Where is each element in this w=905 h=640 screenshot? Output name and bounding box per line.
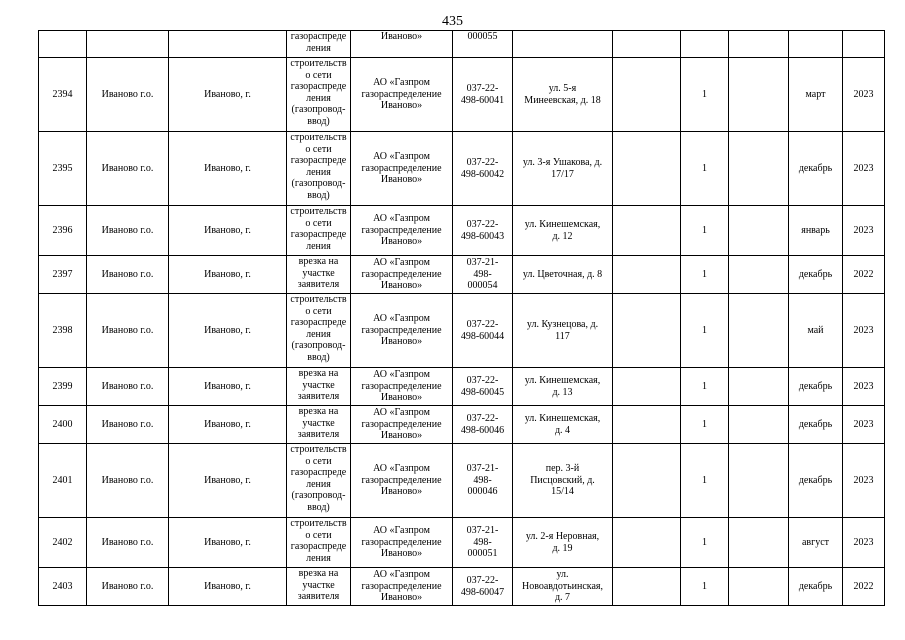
cell-city: Иваново, г. xyxy=(169,444,287,518)
cell-year: 2022 xyxy=(843,256,885,294)
cell-number: 2401 xyxy=(39,444,87,518)
cell-col8 xyxy=(613,256,681,294)
cell-month: август xyxy=(789,518,843,568)
cell-method: строительств о сети газораспреде ления xyxy=(287,206,351,256)
cell-quantity: 1 xyxy=(681,132,729,206)
connections-table xyxy=(38,30,885,606)
cell-year: 2023 xyxy=(843,406,885,444)
cell-document: 037-22- 498-60041 xyxy=(453,58,513,132)
cell-col10 xyxy=(729,406,789,444)
cell-col8 xyxy=(613,568,681,606)
cell-address: ул. Новоавдотьинская, д. 7 xyxy=(513,568,613,606)
cell-city: Иваново, г. xyxy=(169,256,287,294)
cell-district: Иваново г.о. xyxy=(87,444,169,518)
cell-col8 xyxy=(613,406,681,444)
cell-quantity: 1 xyxy=(681,368,729,406)
cell-district xyxy=(87,31,169,58)
table-row xyxy=(39,568,885,606)
cell-col8 xyxy=(613,58,681,132)
cell-organization: АО «Газпром газораспределение Иваново» xyxy=(351,406,453,444)
cell-col10 xyxy=(729,132,789,206)
cell-number: 2395 xyxy=(39,132,87,206)
table-row xyxy=(39,406,885,444)
cell-month: декабрь xyxy=(789,368,843,406)
cell-organization: АО «Газпром газораспределение Иваново» xyxy=(351,256,453,294)
cell-quantity: 1 xyxy=(681,256,729,294)
cell-district: Иваново г.о. xyxy=(87,132,169,206)
cell-address: ул. Цветочная, д. 8 xyxy=(513,256,613,294)
cell-document: 000055 xyxy=(453,31,513,58)
cell-col8 xyxy=(613,368,681,406)
cell-district: Иваново г.о. xyxy=(87,568,169,606)
cell-city: Иваново, г. xyxy=(169,132,287,206)
cell-district: Иваново г.о. xyxy=(87,206,169,256)
cell-col10 xyxy=(729,568,789,606)
cell-col10 xyxy=(729,444,789,518)
cell-month: январь xyxy=(789,206,843,256)
cell-city: Иваново, г. xyxy=(169,368,287,406)
cell-col10 xyxy=(729,256,789,294)
cell-method: строительств о сети газораспреде ления (газопровод- ввод) xyxy=(287,294,351,368)
cell-col8 xyxy=(613,31,681,58)
cell-city xyxy=(169,31,287,58)
cell-document: 037-22- 498-60047 xyxy=(453,568,513,606)
cell-organization: АО «Газпром газораспределение Иваново» xyxy=(351,58,453,132)
cell-district: Иваново г.о. xyxy=(87,58,169,132)
cell-number xyxy=(39,31,87,58)
cell-year: 2023 xyxy=(843,518,885,568)
cell-method: врезка на участке заявителя xyxy=(287,368,351,406)
cell-organization: АО «Газпром газораспределение Иваново» xyxy=(351,518,453,568)
cell-method: строительств о сети газораспреде ления (газопровод- ввод) xyxy=(287,132,351,206)
cell-district: Иваново г.о. xyxy=(87,518,169,568)
cell-col8 xyxy=(613,518,681,568)
cell-district: Иваново г.о. xyxy=(87,368,169,406)
cell-number: 2399 xyxy=(39,368,87,406)
table-row xyxy=(39,132,885,206)
cell-method: строительств о сети газораспреде ления (газопровод- ввод) xyxy=(287,58,351,132)
cell-address xyxy=(513,31,613,58)
cell-quantity: 1 xyxy=(681,58,729,132)
cell-year: 2023 xyxy=(843,294,885,368)
cell-city: Иваново, г. xyxy=(169,206,287,256)
cell-address: ул. Кинешемская, д. 4 xyxy=(513,406,613,444)
cell-number: 2400 xyxy=(39,406,87,444)
cell-method: врезка на участке заявителя xyxy=(287,406,351,444)
cell-district: Иваново г.о. xyxy=(87,256,169,294)
cell-address: ул. Кузнецова, д. 117 xyxy=(513,294,613,368)
cell-method: строительств о сети газораспреде ления (газопровод- ввод) xyxy=(287,444,351,518)
table-row xyxy=(39,368,885,406)
table-row xyxy=(39,206,885,256)
cell-number: 2396 xyxy=(39,206,87,256)
cell-col8 xyxy=(613,294,681,368)
cell-method: врезка на участке заявителя xyxy=(287,568,351,606)
cell-quantity: 1 xyxy=(681,444,729,518)
cell-address: ул. Кинешемская, д. 12 xyxy=(513,206,613,256)
cell-document: 037-22- 498-60042 xyxy=(453,132,513,206)
cell-document: 037-21- 498- 000054 xyxy=(453,256,513,294)
cell-address: ул. 5-я Минеевская, д. 18 xyxy=(513,58,613,132)
cell-document: 037-22- 498-60045 xyxy=(453,368,513,406)
cell-year: 2022 xyxy=(843,568,885,606)
cell-year: 2023 xyxy=(843,58,885,132)
cell-district: Иваново г.о. xyxy=(87,406,169,444)
cell-city: Иваново, г. xyxy=(169,58,287,132)
cell-organization: АО «Газпром газораспределение Иваново» xyxy=(351,368,453,406)
cell-month: декабрь xyxy=(789,256,843,294)
cell-col10 xyxy=(729,206,789,256)
table-row xyxy=(39,518,885,568)
cell-col10 xyxy=(729,368,789,406)
cell-col10 xyxy=(729,31,789,58)
cell-year: 2023 xyxy=(843,444,885,518)
cell-method: строительств о сети газораспреде ления xyxy=(287,518,351,568)
cell-document: 037-21- 498- 000051 xyxy=(453,518,513,568)
table-body xyxy=(39,31,885,606)
cell-number: 2398 xyxy=(39,294,87,368)
cell-year: 2023 xyxy=(843,206,885,256)
cell-col8 xyxy=(613,444,681,518)
cell-document: 037-22- 498-60044 xyxy=(453,294,513,368)
cell-organization: АО «Газпром газораспределение Иваново» xyxy=(351,568,453,606)
cell-address: пер. 3-й Писцовский, д. 15/14 xyxy=(513,444,613,518)
cell-city: Иваново, г. xyxy=(169,568,287,606)
cell-quantity: 1 xyxy=(681,206,729,256)
page-number: 435 xyxy=(442,14,463,29)
cell-city: Иваново, г. xyxy=(169,406,287,444)
cell-address: ул. 3-я Ушакова, д. 17/17 xyxy=(513,132,613,206)
cell-month: декабрь xyxy=(789,406,843,444)
cell-quantity: 1 xyxy=(681,518,729,568)
cell-col8 xyxy=(613,132,681,206)
cell-city: Иваново, г. xyxy=(169,518,287,568)
cell-col10 xyxy=(729,58,789,132)
cell-quantity: 1 xyxy=(681,568,729,606)
table-row xyxy=(39,58,885,132)
cell-col10 xyxy=(729,294,789,368)
cell-address: ул. Кинешемская, д. 13 xyxy=(513,368,613,406)
cell-organization: АО «Газпром газораспределение Иваново» xyxy=(351,132,453,206)
table-row-continuation xyxy=(39,31,885,58)
cell-col8 xyxy=(613,206,681,256)
cell-number: 2403 xyxy=(39,568,87,606)
cell-city: Иваново, г. xyxy=(169,294,287,368)
cell-organization: АО «Газпром газораспределение Иваново» xyxy=(351,206,453,256)
cell-month: май xyxy=(789,294,843,368)
table-row xyxy=(39,256,885,294)
cell-organization: АО «Газпром газораспределение Иваново» xyxy=(351,294,453,368)
cell-quantity xyxy=(681,31,729,58)
cell-quantity: 1 xyxy=(681,294,729,368)
cell-number: 2402 xyxy=(39,518,87,568)
cell-document: 037-21- 498- 000046 xyxy=(453,444,513,518)
cell-month: март xyxy=(789,58,843,132)
cell-year: 2023 xyxy=(843,368,885,406)
cell-organization: Иваново» xyxy=(351,31,453,58)
cell-document: 037-22- 498-60043 xyxy=(453,206,513,256)
table-row xyxy=(39,294,885,368)
cell-address: ул. 2-я Неровная, д. 19 xyxy=(513,518,613,568)
cell-month: декабрь xyxy=(789,132,843,206)
cell-district: Иваново г.о. xyxy=(87,294,169,368)
cell-method: врезка на участке заявителя xyxy=(287,256,351,294)
table-row xyxy=(39,444,885,518)
cell-year: 2023 xyxy=(843,132,885,206)
cell-method: газораспреде ления xyxy=(287,31,351,58)
cell-organization: АО «Газпром газораспределение Иваново» xyxy=(351,444,453,518)
cell-month: декабрь xyxy=(789,444,843,518)
cell-number: 2394 xyxy=(39,58,87,132)
cell-month: декабрь xyxy=(789,568,843,606)
cell-col10 xyxy=(729,518,789,568)
cell-quantity: 1 xyxy=(681,406,729,444)
cell-month xyxy=(789,31,843,58)
cell-number: 2397 xyxy=(39,256,87,294)
cell-document: 037-22- 498-60046 xyxy=(453,406,513,444)
cell-year xyxy=(843,31,885,58)
